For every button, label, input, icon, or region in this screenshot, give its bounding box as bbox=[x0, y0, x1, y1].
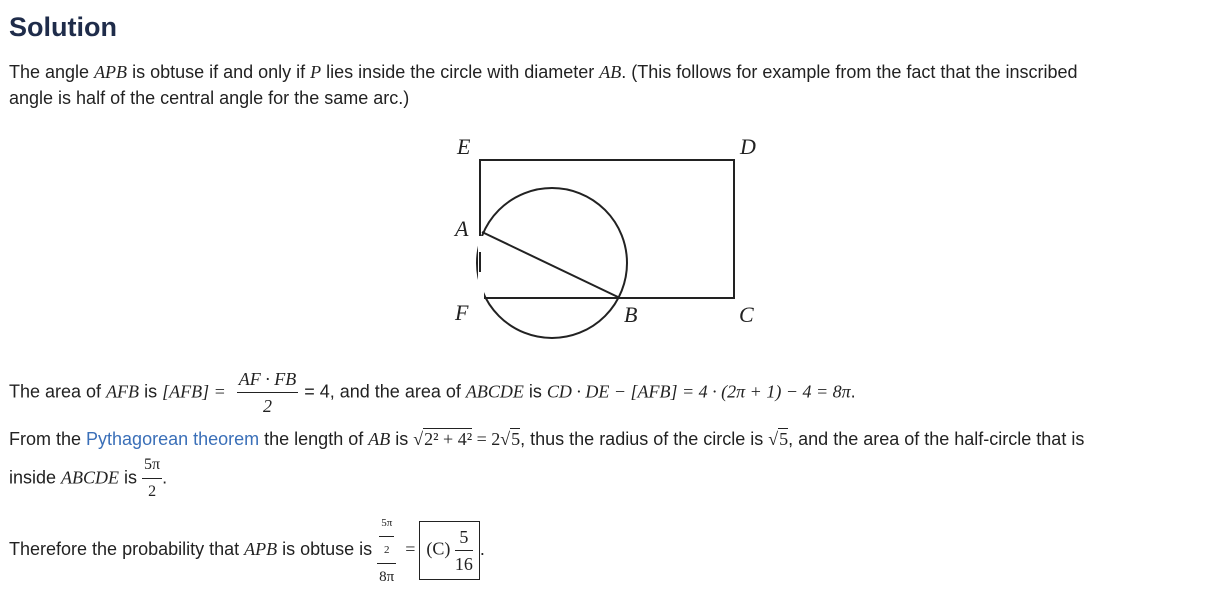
text: the length of bbox=[259, 429, 369, 449]
text: is obtuse is bbox=[277, 538, 378, 559]
paragraph-half-circle bbox=[9, 452, 167, 505]
sqrt-sign: √ bbox=[500, 429, 511, 449]
text: angle is half of the central angle for the same arc.) bbox=[9, 88, 410, 108]
math-eq-2: = 2 bbox=[472, 429, 501, 449]
inner-numerator: 5π bbox=[379, 510, 394, 537]
math-p: P bbox=[310, 62, 322, 82]
paragraph-pythagorean bbox=[9, 426, 1084, 452]
text: inside bbox=[9, 467, 62, 488]
answer-fraction bbox=[455, 524, 473, 577]
text: . (This follows for example from the fact that the inscribed bbox=[621, 62, 1078, 82]
inner-denominator: 2 bbox=[383, 544, 390, 556]
sqrt-5-radius: 5 bbox=[779, 429, 789, 449]
equals-sign: = bbox=[405, 538, 416, 559]
answer-choice: (C) bbox=[426, 538, 451, 559]
inner-fraction bbox=[379, 510, 394, 563]
math-afb: AFB bbox=[106, 381, 140, 402]
text: is bbox=[139, 381, 163, 402]
math-area-computation: CD · DE − [AFB] = 4 · (2π + 1) − 4 = 8π bbox=[546, 381, 851, 402]
text: is bbox=[119, 467, 143, 488]
label-d: D bbox=[740, 134, 756, 159]
fraction-denominator: 2 bbox=[148, 483, 157, 500]
solution-heading: Solution bbox=[9, 12, 117, 42]
text: . bbox=[479, 538, 485, 559]
math-ab: AB bbox=[599, 62, 622, 82]
sqrt-sign: √ bbox=[413, 429, 424, 449]
label-c: C bbox=[739, 302, 754, 327]
text: The area of bbox=[9, 381, 107, 402]
text: = 4, and the area of bbox=[304, 381, 466, 402]
label-f: F bbox=[455, 300, 469, 325]
sqrt-sign: √ bbox=[768, 429, 779, 449]
paragraph-area-afb bbox=[9, 366, 856, 419]
answer-denominator: 16 bbox=[454, 553, 473, 574]
fraction-numerator: AF · FB bbox=[237, 366, 298, 393]
text: Therefore the probability that bbox=[9, 538, 245, 559]
text: is bbox=[390, 429, 414, 449]
fraction-denominator: 2 bbox=[262, 396, 272, 416]
segment-ab bbox=[482, 232, 620, 298]
text: The angle bbox=[9, 62, 95, 82]
rectangle-ecd bbox=[480, 160, 734, 298]
paragraph-obtuse-condition bbox=[9, 59, 1077, 111]
text: is obtuse if and only if bbox=[127, 62, 311, 82]
text: , thus the radius of the circle is bbox=[520, 429, 769, 449]
math-abcde: ABCDE bbox=[61, 467, 120, 488]
pythagorean-theorem-link[interactable]: Pythagorean theorem bbox=[86, 429, 260, 449]
math-apb: APB bbox=[244, 538, 278, 559]
math-area-afb: [AFB] = bbox=[162, 381, 226, 402]
answer-numerator: 5 bbox=[455, 524, 473, 551]
text: From the bbox=[9, 429, 87, 449]
sqrt-5: 5 bbox=[511, 429, 521, 449]
math-abcde: ABCDE bbox=[465, 381, 524, 402]
fraction-denominator: 8π bbox=[379, 569, 395, 585]
paragraph-probability bbox=[9, 510, 485, 590]
fraction-numerator bbox=[377, 510, 396, 564]
label-b: B bbox=[624, 302, 638, 327]
label-e: E bbox=[457, 134, 471, 159]
text: . bbox=[162, 467, 168, 488]
fraction-numerator: 5π bbox=[142, 452, 162, 479]
sqrt-2-4: 2² + 4² bbox=[424, 429, 473, 449]
math-ab: AB bbox=[368, 429, 391, 449]
text: . bbox=[850, 381, 856, 402]
geometry-diagram bbox=[440, 128, 780, 348]
label-a: A bbox=[455, 216, 469, 241]
circle bbox=[477, 188, 627, 338]
text: , and the area of the half-circle that is bbox=[788, 429, 1085, 449]
answer-box bbox=[419, 521, 480, 580]
fraction-af-fb bbox=[237, 366, 298, 419]
text: is bbox=[523, 381, 547, 402]
text: lies inside the circle with diameter bbox=[321, 62, 600, 82]
math-apb: APB bbox=[94, 62, 128, 82]
fraction-5pi-2 bbox=[142, 452, 162, 505]
fraction-probability bbox=[377, 510, 396, 590]
